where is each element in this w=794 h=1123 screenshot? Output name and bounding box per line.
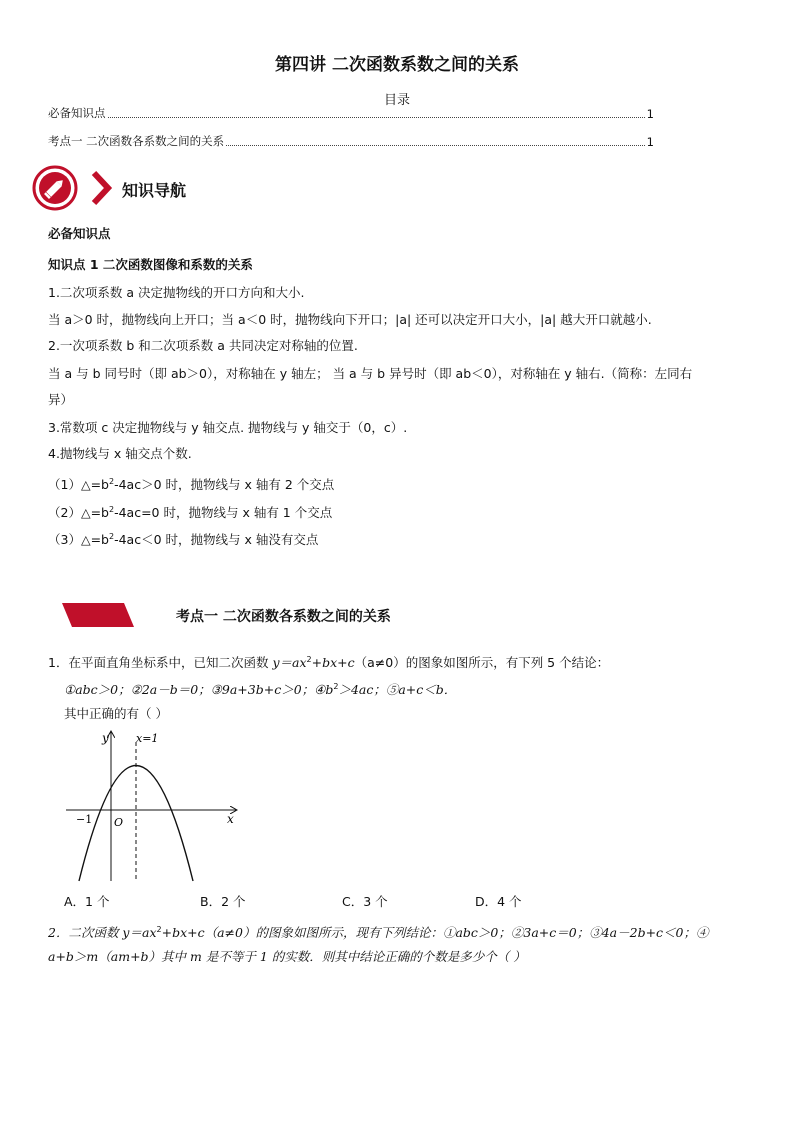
question-1-conclusions: ①abc＞0；②2a－b＝0；③9a+3b+c＞0；$④b^2>4ac$；⑤a+c＜b． — [64, 682, 457, 698]
knowledge-line: 异） — [48, 392, 74, 407]
toc-row[interactable] — [48, 133, 654, 149]
section-title: 考点一 二次函数各系数之间的关系 — [176, 609, 391, 625]
conclusions-text: ①abc＞0；②2a－b＝0；③9a+3b+c＞0；④b — [64, 682, 334, 698]
page-title: 第四讲 二次函数系数之间的关系 — [275, 55, 519, 75]
knowledge-subheading: 知识点 1 二次函数图像和系数的关系 — [48, 257, 253, 272]
q2-text: +bx+c（a≠0）的图象如图所示，现有下列结论：①abc＞0；②3a+c＝0；③4a－2b+c＜0；④ — [161, 925, 709, 941]
toc-leader — [226, 145, 645, 146]
question-2-line: 2．二次函数 $y=ax^2+bx+c(a\ne 0)$的图象如图所示，现有下列结论：①abc＞0；②3a+c＝0；③4a－2b+c＜0；④ — [48, 925, 709, 941]
case-text: （2）△=b — [48, 505, 109, 521]
question-2-line: a+b＞m（am+b）其中 m 是不等于 1 的实数．则其中结论正确的个数是多少个（ ） — [48, 949, 526, 964]
section-parallelogram-icon — [62, 603, 134, 627]
case-text: （1）△=b — [48, 477, 109, 493]
knowledge-line: 当 a＞0 时，抛物线向上开口；当 a＜0 时，抛物线向下开口；|a| 还可以决定开口大小，|a| 越大开口就越小. — [48, 312, 652, 327]
toc-page: 1 — [646, 135, 654, 149]
nav-banner-label: 知识导航 — [122, 181, 187, 200]
x-axis-label: x — [227, 812, 234, 826]
stem-function: +bx+c — [311, 655, 355, 671]
origin-label: O — [114, 816, 124, 829]
toc-page: 1 — [646, 107, 654, 121]
toc-label: 考点一 二次函数各系数之间的关系 — [48, 134, 225, 148]
stem-text: （a≠0）的图象如图所示，有下列 5 个结论： — [354, 655, 610, 671]
pencil-icon — [32, 165, 78, 211]
case-text: -4ac＞0 时，抛物线与 x 轴有 2 个交点 — [114, 477, 335, 493]
chevron-right-icon — [89, 170, 113, 206]
q2-text: 2．二次函数 y＝ax — [48, 925, 157, 941]
symmetry-line-label: x=1 — [136, 732, 159, 745]
knowledge-line: 2.一次项系数 b 和二次项系数 a 共同决定对称轴的位置. — [48, 338, 358, 353]
question-1-stem: 1．在平面直角坐标系中，已知二次函数 $y=ax^2+bx+c(a\ne 0)$的图象如图所示，有下列 5 个结论： — [48, 655, 610, 671]
section-heading: 必备知识点 — [48, 226, 111, 241]
knowledge-line: 当 a 与 b 同号时（即 ab＞0），对称轴在 y 轴左； 当 a 与 b 异号时（即 ab＜0），对称轴在 y 轴右.（简称：左同右 — [48, 366, 693, 381]
choice-d[interactable]: D．4 个 — [475, 894, 522, 909]
tick-label-neg-one: −1 — [76, 813, 93, 826]
parabola-graph — [60, 728, 245, 886]
discriminant-case: $(2)\triangle=b^2-4ac=0$ 时，抛物线与 x 轴有 1 个交点 — [48, 505, 333, 521]
case-text: -4ac＜0 时，抛物线与 x 轴没有交点 — [114, 532, 319, 548]
y-axis-label: y — [102, 731, 109, 745]
conclusions-text: ＞4ac；⑤a+c＜b． — [338, 682, 457, 698]
case-text: （3）△=b — [48, 532, 109, 548]
stem-function: y＝ax — [272, 655, 307, 671]
toc-row[interactable] — [48, 105, 654, 121]
choice-c[interactable]: C．3 个 — [342, 894, 388, 909]
choice-b[interactable]: B．2 个 — [200, 894, 246, 909]
discriminant-case: $(3)\triangle=b^2-4ac<0$ 时，抛物线与 x 轴没有交点 — [48, 532, 319, 548]
knowledge-line: 3.常数项 c 决定抛物线与 y 轴交点. 抛物线与 y 轴交于（0，c）. — [48, 420, 408, 435]
toc-title: 目录 — [383, 93, 410, 108]
stem-text: 1．在平面直角坐标系中，已知二次函数 — [48, 655, 273, 671]
knowledge-line: 1.二次项系数 a 决定抛物线的开口方向和大小. — [48, 285, 305, 300]
question-1-ask: 其中正确的有（ ） — [64, 706, 168, 721]
choice-a[interactable]: A．1 个 — [64, 894, 110, 909]
toc-label: 必备知识点 — [48, 106, 106, 120]
toc-leader — [108, 117, 645, 118]
discriminant-case: $(1)\triangle=b^2-4ac>0$ 时，抛物线与 x 轴有 2 个交点 — [48, 477, 335, 493]
knowledge-line: 4.抛物线与 x 轴交点个数. — [48, 446, 192, 461]
case-text: -4ac=0 时，抛物线与 x 轴有 1 个交点 — [114, 505, 333, 521]
